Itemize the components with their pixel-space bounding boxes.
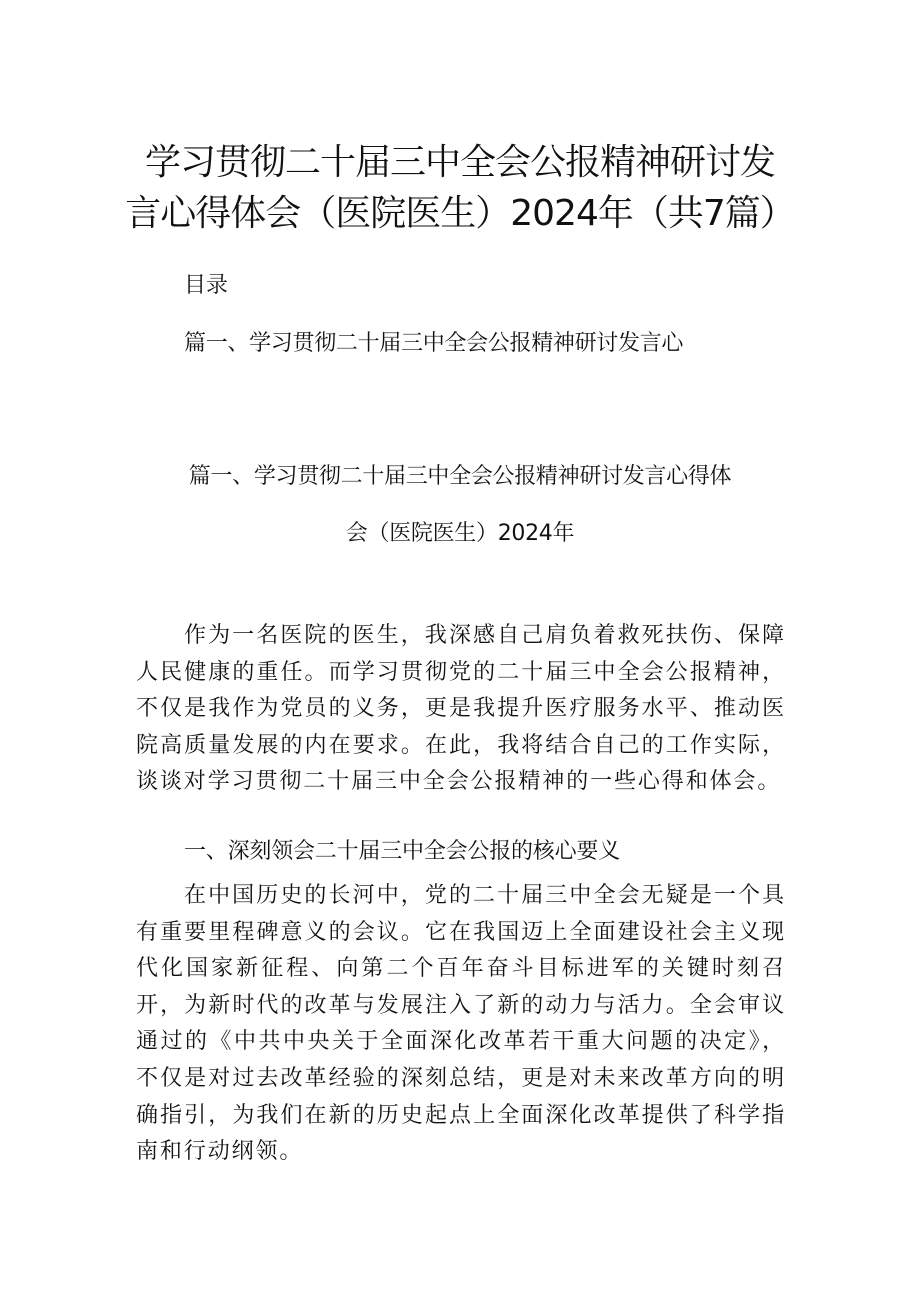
toc-heading: 目录 [184,273,229,298]
article-title-line2: 会（医院医生）2024年 [345,521,575,546]
document-title-line2: 言心得体会（医院医生）2024年（共7篇） [125,193,795,234]
section-heading: 一、深刻领会二十届三中全会公报的核心要义 [184,839,621,864]
toc-item[interactable]: 篇一、学习贯彻二十届三中全会公报精神研讨发言心 [184,331,684,356]
body-paragraph: 作为一名医院的医生，我深感自己肩负着救死扶伤、保障人民健康的重任。而学习贯彻党的二十届三中全会公报精神，不仅是我作为党员的义务，更是我提升医疗服务水平、推动医院高质量发展的内在要求。在此，我将结合自己的工作实际，谈谈对学习贯彻二十届三中全会公报精神的一些心得和体会。 [136,623,786,795]
body-paragraph: 在中国历史的长河中，党的二十届三中全会无疑是一个具有重要里程碑意义的会议。它在我国迈上全面建设社会主义现代化国家新征程、向第二个百年奋斗目标进军的关键时刻召开，为新时代的改革与发展注入了新的动力与活力。全会审议通过的《中共中央关于全面深化改革若干重大问题的决定》，不仅是对过去改革经验的深刻总结，更是对未来改革方向的明确指引，为我们在新的历史起点上全面深化改革提供了科学指南和行动纲领。 [136,883,786,1165]
document-title-line1: 学习贯彻二十届三中全会公报精神研讨发 [144,142,775,183]
article-title-line1: 篇一、学习贯彻二十届三中全会公报精神研讨发言心得体 [188,464,732,489]
